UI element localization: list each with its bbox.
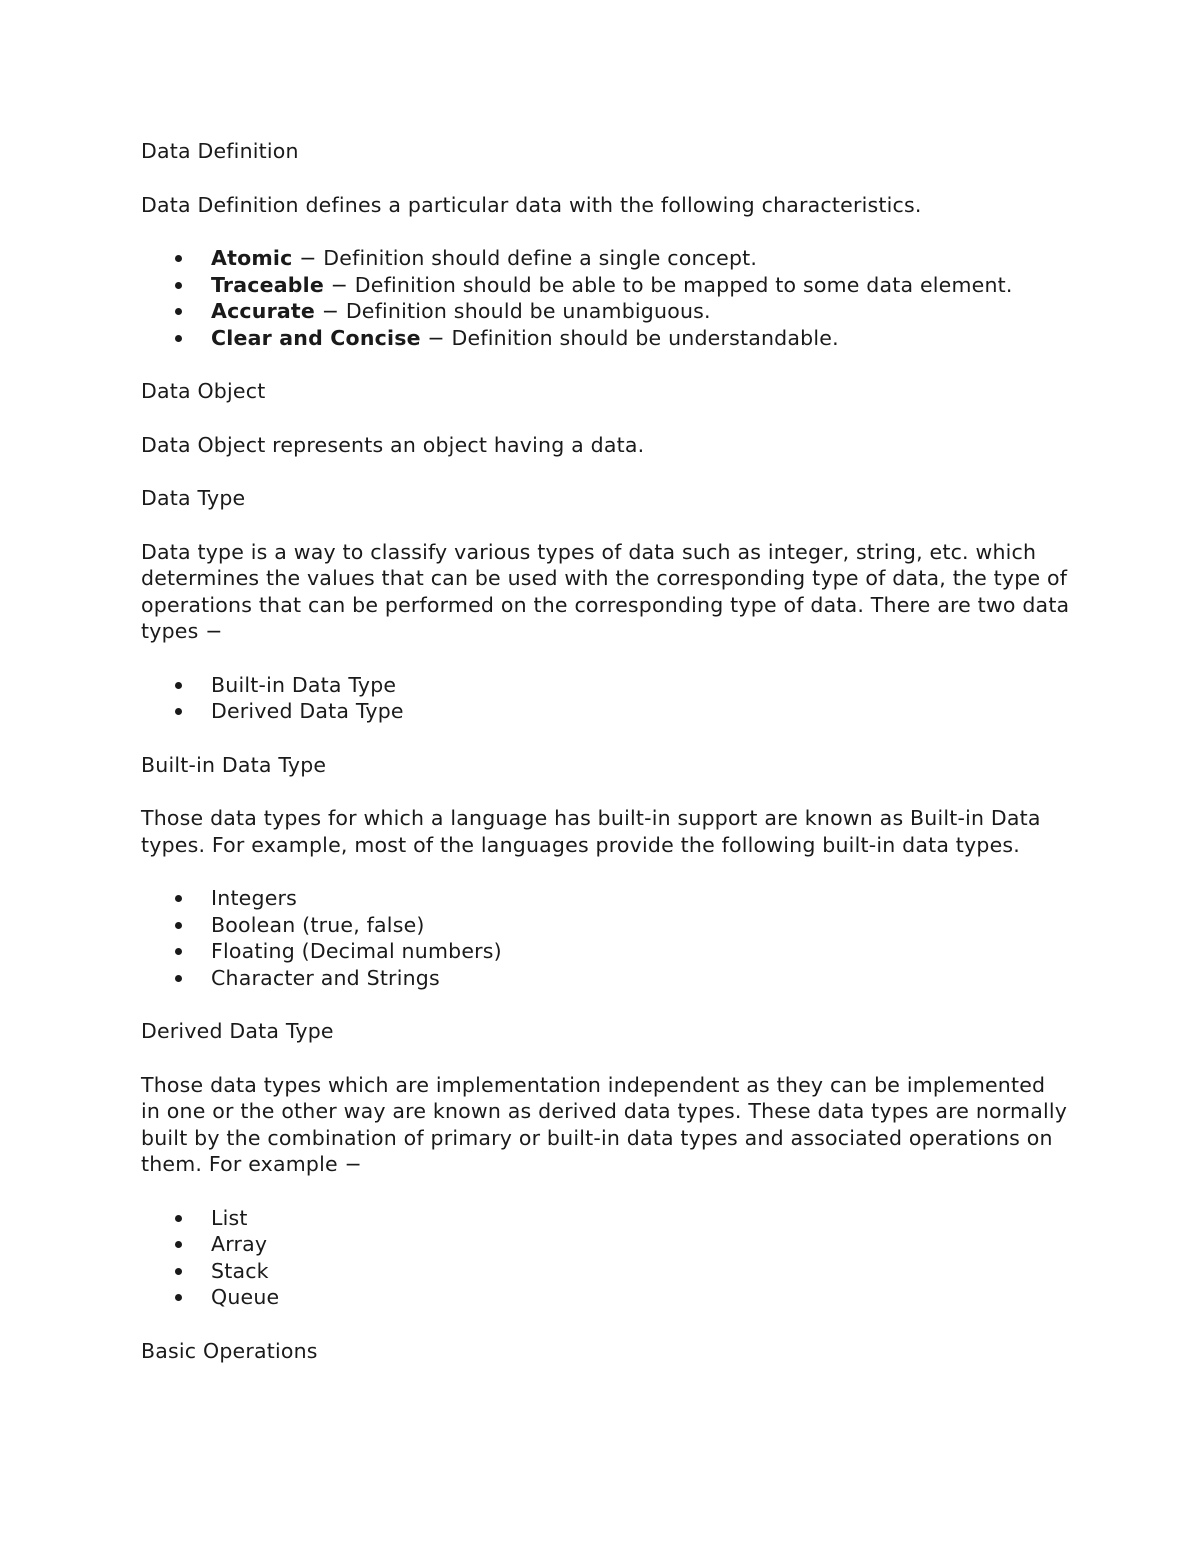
- term-label: Atomic: [211, 246, 293, 270]
- list-item: Queue: [211, 1284, 1071, 1311]
- list-item: Derived Data Type: [211, 698, 1071, 725]
- list-item: List: [211, 1205, 1071, 1232]
- paragraph-data-definition: Data Definition defines a particular data with the following characteristics.: [141, 192, 922, 217]
- list-builtin-data-types: [141, 885, 1071, 991]
- list-item: Stack: [211, 1258, 1071, 1285]
- list-item: Floating (Decimal numbers): [211, 938, 1071, 965]
- list-item: [211, 245, 1071, 272]
- heading-basic-operations: Basic Operations: [141, 1338, 318, 1363]
- paragraph-data-type: Data type is a way to classify various types of data such as integer, string, etc. which determines the values that can be used with the corresponding type of data, the type of operations that can be performed on the corresponding type of data. There are two data types −: [141, 539, 1070, 643]
- list-item: Character and Strings: [211, 965, 1071, 992]
- paragraph-derived-data-type: Those data types which are implementation independent as they can be implemented in one or the other way are known as derived data types. These data types are normally built by the combination of primary or built-in data types and associated operations on them. For example −: [141, 1072, 1068, 1176]
- list-item: Built-in Data Type: [211, 672, 1071, 699]
- list-item: Boolean (true, false): [211, 912, 1071, 939]
- term-description: − Definition should be able to be mapped to some data element.: [323, 272, 1013, 297]
- heading-data-type: Data Type: [141, 486, 246, 510]
- heading-data-definition: Data Definition: [141, 139, 299, 163]
- list-item: [211, 298, 1071, 325]
- list-data-definition-characteristics: [141, 245, 1071, 351]
- list-item: Array: [211, 1231, 1071, 1258]
- paragraph-data-object: Data Object represents an object having a data.: [141, 432, 645, 457]
- term-description: − Definition should define a single concept.: [292, 246, 758, 270]
- heading-derived-data-type: Derived Data Type: [141, 1019, 334, 1043]
- list-data-types: [141, 672, 1071, 725]
- list-item: [211, 325, 1071, 352]
- document-body: [141, 138, 1071, 1391]
- term-description: − Definition should be unambiguous.: [315, 299, 711, 323]
- term-label: Accurate: [211, 299, 316, 323]
- term-description: − Definition should be understandable.: [420, 325, 839, 350]
- heading-data-object: Data Object: [141, 379, 266, 403]
- list-item: [211, 272, 1071, 299]
- list-derived-data-types: [141, 1205, 1071, 1311]
- list-item: Integers: [211, 885, 1071, 912]
- paragraph-builtin-data-type: Those data types for which a language has built-in support are known as Built-in Data types. For example, most of the languages provide the following built-in data types.: [141, 806, 1041, 857]
- term-label: Traceable: [211, 272, 324, 297]
- heading-builtin-data-type: Built-in Data Type: [141, 752, 327, 777]
- term-label: Clear and Concise: [211, 325, 421, 350]
